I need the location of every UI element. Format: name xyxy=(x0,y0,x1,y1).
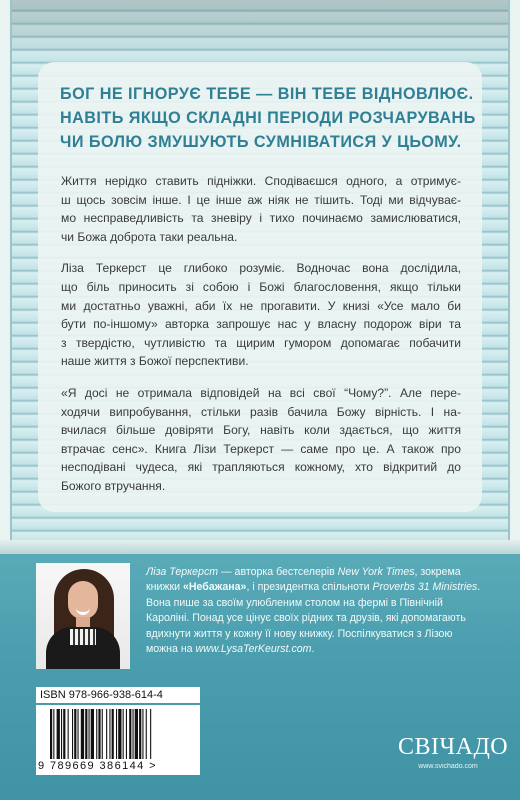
barcode-bar xyxy=(142,709,143,759)
text-line: чи Божа доброта таки реальна. xyxy=(61,229,238,244)
author-bio xyxy=(146,565,502,657)
bio-text: — авторка бестселерів xyxy=(218,566,338,578)
barcode-bar xyxy=(112,709,114,759)
barcode-bar xyxy=(53,709,54,759)
description xyxy=(61,172,461,509)
bio-text: книжки xyxy=(146,581,183,594)
publisher-url: www.svichado.com xyxy=(418,763,478,770)
ministry-name: Proverbs 31 Ministries xyxy=(372,581,478,594)
bio-text: . xyxy=(477,581,481,594)
barcode-bar xyxy=(150,709,151,759)
left-trim xyxy=(0,0,12,552)
headline-line: НАВІТЬ ЯКЩО СКЛАДНІ ПЕРІОДИ РОЗЧАРУВАНЬ xyxy=(60,109,476,127)
barcode-bar xyxy=(85,709,87,759)
right-trim xyxy=(508,0,520,552)
text-line: наше життя з Божої перспективи. xyxy=(61,354,249,369)
bio-line: Вона пише за своїм улюбленим столом на фермі в Північній xyxy=(146,596,443,609)
barcode-bar xyxy=(89,709,90,759)
bio-line xyxy=(146,580,502,595)
barcode-bar xyxy=(123,709,124,759)
barcode-bar xyxy=(146,709,147,759)
barcode-bar xyxy=(81,709,84,759)
text-line: «Я досі не отримала відповідей на всі свої “Чому?”. Але пере- xyxy=(61,385,461,400)
text-line: з твердістю, чутливістю та щирим гумором допомагає побачити xyxy=(61,335,461,350)
bio-text: . xyxy=(311,643,315,656)
bio-text: , і президентка спільноти xyxy=(246,581,373,594)
barcode-bar xyxy=(96,709,97,759)
bio-line: вдихнути життя у кожну її нову книжку. Поспілкуватися з Лізою xyxy=(146,627,453,640)
barcode-bar xyxy=(139,709,141,759)
barcode xyxy=(50,709,190,761)
paragraph-2 xyxy=(61,259,461,371)
barcode-bar xyxy=(63,709,65,759)
barcode-bar xyxy=(116,709,117,759)
bio-text: можна на xyxy=(146,643,196,656)
barcode-bar xyxy=(61,709,62,759)
barcode-bar xyxy=(91,709,94,759)
text-line: несподівані чудеса, які трапляються кожному, хто відкритий до xyxy=(61,460,461,475)
barcode-bar xyxy=(74,709,76,759)
author-website: www.LysaTerKeurst.com xyxy=(195,643,312,656)
barcode-bar xyxy=(98,709,100,759)
barcode-bar xyxy=(68,709,69,759)
headline-line: БОГ НЕ ІГНОРУЄ ТЕБЕ — ВІН ТЕБЕ ВІДНОВЛЮЄ. xyxy=(60,85,474,103)
barcode-bar xyxy=(72,709,73,759)
author-photo xyxy=(36,563,130,669)
author-name: Ліза Теркерст xyxy=(146,566,219,578)
text-line: ходячи випробування, стільки разів бачила Божу вірність. І на- xyxy=(61,404,461,419)
text-line: ш щось зовсім інше. І це інше аж ніяк не тішить. Тоді ми відчуває- xyxy=(61,192,461,207)
barcode-bar xyxy=(109,709,110,759)
publisher-logo xyxy=(398,734,509,770)
text-line: ми достатньо уважні, аби їх не прогавити. У книзі «Усе мало би xyxy=(61,298,461,313)
bio-line xyxy=(146,565,502,580)
text-line: що біль приносить зі собою і Божі благословення, якщо тільки xyxy=(61,279,461,294)
nyt-title: New York Times xyxy=(337,566,415,578)
text-line: бути по-іншому» авторка запрошує нас у власну подорож віри та xyxy=(61,317,461,332)
text-line: втрачає сенс». Книга Лізи Теркерст — саме про це. А також про xyxy=(61,441,461,456)
text-line: мо несправедливість та зневіру і тихо починаємо замислюватися, xyxy=(61,211,461,226)
barcode-bar xyxy=(133,709,134,759)
barcode-bar xyxy=(118,709,121,759)
barcode-bar xyxy=(57,709,60,759)
headline-line: ЧИ БОЛЮ ЗМУШУЮТЬ СУМНІВАТИСЯ У ЦЬОМУ. xyxy=(60,133,462,151)
text-line: Життя нерідко ставить підніжки. Сподіваєшся одного, а отримує- xyxy=(61,174,461,188)
book-title: «Небажана» xyxy=(183,581,247,594)
author-collar xyxy=(70,629,96,645)
barcode-bar xyxy=(129,709,131,759)
paragraph-3 xyxy=(61,384,461,496)
bio-line: Кароліні. Понад усе цінує своїх рідних та друзів, які допомагають xyxy=(146,612,466,625)
paragraph-1 xyxy=(61,172,461,246)
barcode-bar xyxy=(135,709,138,759)
publisher-name: СВІЧАДО xyxy=(398,734,509,760)
roof-shadow xyxy=(0,0,520,60)
barcode-box xyxy=(36,705,200,775)
barcode-bar xyxy=(106,709,107,759)
text-line: Божого втручання. xyxy=(61,478,166,493)
barcode-number: 9 789669 386144 > xyxy=(38,760,157,772)
window-ledge xyxy=(0,540,520,554)
text-line: вчилася більше довіряти Богу, навіть коли здається, що життя xyxy=(61,423,461,438)
barcode-bar xyxy=(78,709,79,759)
text-line: Ліза Теркерст це глибоко розуміє. Водночас вона дослідила, xyxy=(61,261,461,276)
headline xyxy=(60,82,476,154)
barcode-bar xyxy=(102,709,103,759)
barcode-bar xyxy=(126,709,127,759)
barcode-bar xyxy=(50,709,52,759)
bio-text: , зокрема xyxy=(414,566,461,578)
bio-line xyxy=(146,642,502,657)
isbn-label: ISBN 978-966-938-614-4 xyxy=(36,687,200,703)
